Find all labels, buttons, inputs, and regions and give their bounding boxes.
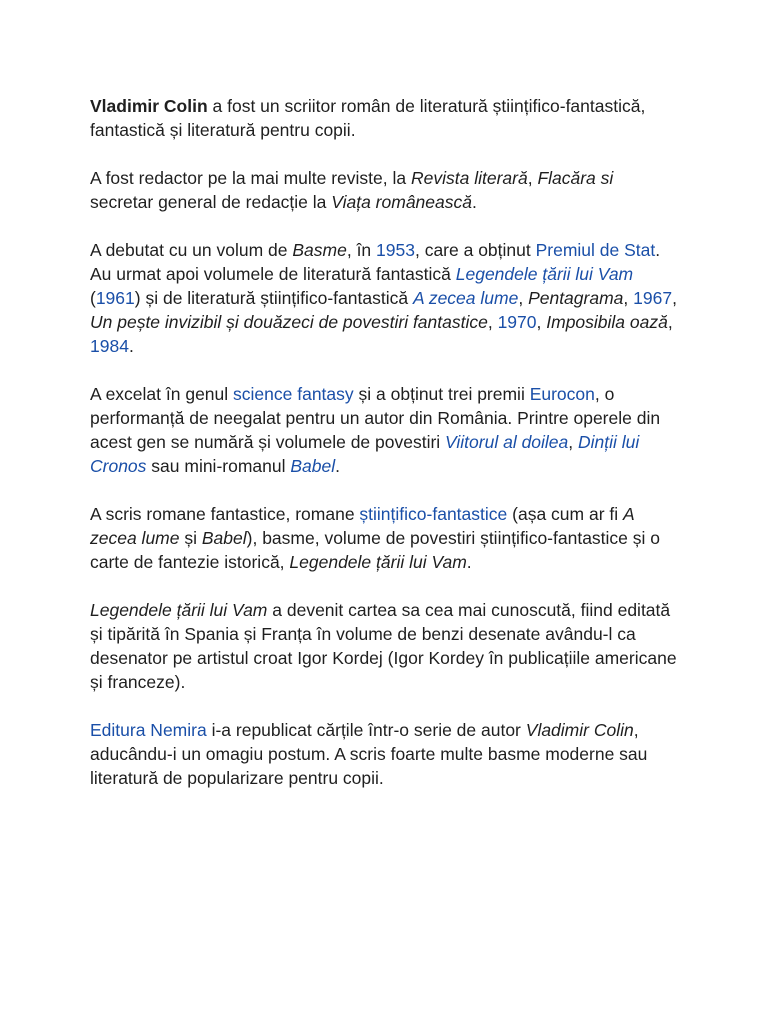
- text-run: , care a obținut: [414, 240, 536, 260]
- text-run: ) și de literatură științifico-fantastică: [134, 288, 413, 308]
- inline-link[interactable]: Dinții lui Cronos: [90, 432, 640, 476]
- text-run: ,: [672, 288, 677, 308]
- italic-text: Viața românească: [331, 192, 472, 212]
- text-run: A scris romane fantastice, romane: [90, 504, 360, 524]
- inline-link[interactable]: 1984: [90, 336, 129, 356]
- italic-text: Vladimir Colin: [525, 720, 634, 740]
- text-run: , în: [346, 240, 377, 260]
- inline-link[interactable]: 1953: [376, 240, 415, 260]
- paragraph: [90, 718, 680, 790]
- text-run: sau mini-romanul: [146, 456, 291, 476]
- inline-link[interactable]: 1967: [633, 288, 673, 308]
- italic-text: A zecea lume: [90, 504, 635, 548]
- text-run: i-a republicat cărțile într-o serie de autor: [206, 720, 526, 740]
- inline-link[interactable]: Babel: [290, 456, 336, 476]
- text-run: ), basme, volume de povestiri științifico-fantastice și o carte de fantezie istorică,: [90, 528, 661, 572]
- paragraph: [90, 94, 680, 142]
- text-run: .: [335, 456, 341, 476]
- bold-text: Vladimir Colin: [90, 96, 208, 116]
- paragraph: [90, 382, 680, 478]
- inline-link[interactable]: Legendele țării lui Vam: [455, 264, 634, 284]
- italic-text: Revista literară: [410, 168, 528, 188]
- text-run: , aducându-i un omagiu postum. A scris foarte multe basme moderne sau literatură de popularizare pentru copii.: [90, 720, 648, 788]
- italic-text: Basme: [292, 240, 347, 260]
- text-run: secretar general de redacție la: [90, 192, 332, 212]
- text-run: A debutat cu un volum de: [90, 240, 293, 260]
- inline-link[interactable]: științifico-fantastice: [359, 504, 508, 524]
- italic-text: Babel: [201, 528, 247, 548]
- text-run: , o performanță de neegalat pentru un autor din România. Printre operele din acest gen se numără și volumele de povestiri: [90, 384, 661, 452]
- paragraph: [90, 502, 680, 574]
- paragraph: [90, 166, 680, 214]
- italic-text: Legendele țării lui Vam: [289, 552, 467, 572]
- text-run: ,: [527, 168, 538, 188]
- inline-link[interactable]: Eurocon: [529, 384, 595, 404]
- inline-link[interactable]: 1970: [497, 312, 537, 332]
- text-run: A fost redactor pe la mai multe reviste, la: [90, 168, 411, 188]
- inline-link[interactable]: Viitorul al doilea: [445, 432, 569, 452]
- article-body: [90, 94, 680, 814]
- text-run: a fost un scriitor român de literatură științifico-fantastică, fantastică și literatură pentru copii.: [90, 96, 646, 140]
- text-run: a devenit cartea sa cea mai cunoscută, fiind editată și tipărită în Spania și Franța în volume de benzi desenate avându-l ca desenator pe artistul croat Igor Kordej (Igor Kordey în publicațiile americane și franceze).: [90, 600, 677, 692]
- text-run: A excelat în genul: [90, 384, 234, 404]
- text-run: ,: [487, 312, 498, 332]
- italic-text: Un pește invizibil și douăzeci de povestiri fantastice: [90, 312, 488, 332]
- text-run: .: [466, 552, 472, 572]
- inline-link[interactable]: Premiul de Stat: [535, 240, 656, 260]
- text-run: (așa cum ar fi: [507, 504, 623, 524]
- text-run: ,: [536, 312, 547, 332]
- paragraph: [90, 598, 680, 694]
- inline-link[interactable]: Editura Nemira: [90, 720, 207, 740]
- text-run: .: [472, 192, 477, 212]
- inline-link[interactable]: A zecea lume: [412, 288, 519, 308]
- italic-text: Flacăra si: [537, 168, 614, 188]
- text-run: ,: [623, 288, 634, 308]
- text-run: (: [90, 288, 96, 308]
- text-run: .: [128, 336, 134, 356]
- paragraph: [90, 238, 680, 358]
- text-run: ,: [568, 432, 579, 452]
- italic-text: Imposibila oază: [546, 312, 668, 332]
- text-run: și a obținut trei premii: [353, 384, 530, 404]
- text-run: și: [179, 528, 202, 548]
- inline-link[interactable]: science fantasy: [233, 384, 354, 404]
- text-run: ,: [667, 312, 673, 332]
- inline-link[interactable]: 1961: [95, 288, 135, 308]
- italic-text: Pentagrama: [528, 288, 624, 308]
- italic-text: Legendele țării lui Vam: [90, 600, 268, 620]
- text-run: ,: [518, 288, 529, 308]
- text-run: . Au urmat apoi volumele de literatură fantastică: [90, 240, 661, 284]
